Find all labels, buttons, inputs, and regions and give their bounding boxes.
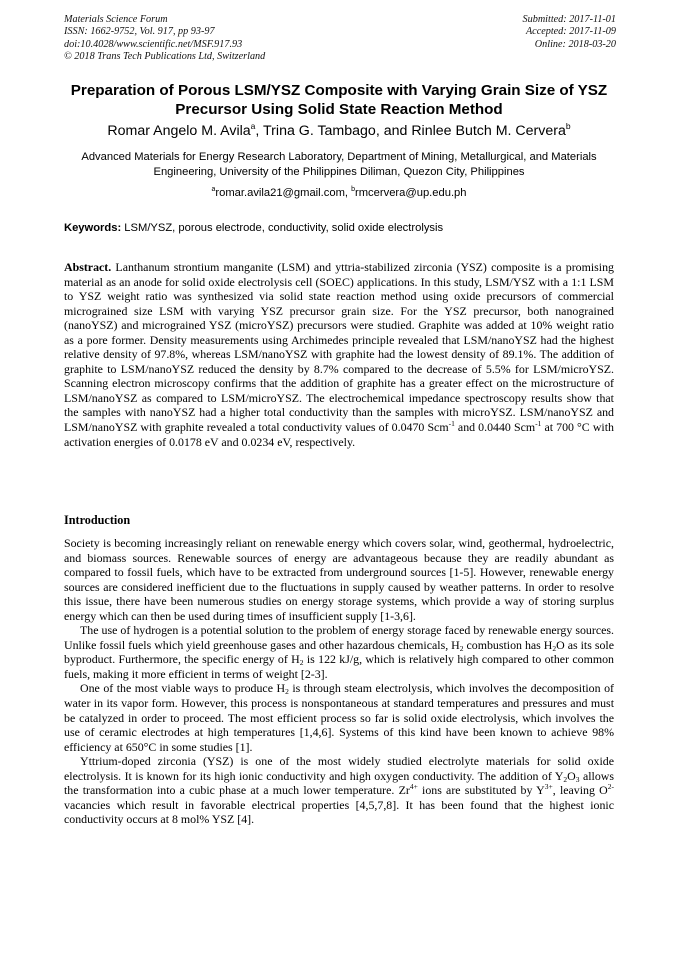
abstract-text: and 0.0440 Scm [454,420,536,435]
text-run: One of the most viable ways to produce H [80,681,286,696]
email-list [60,186,618,200]
author-name: Romar Angelo M. Avila [107,123,251,139]
email-link[interactable]: rmcervera@up.edu.ph [355,187,467,199]
subscript: 2 [563,774,568,784]
superscript: 3+ [544,782,553,792]
author-affil-marker: a [250,121,256,131]
subscript: 2 [459,643,464,653]
email-marker: a [211,186,216,193]
text-run: O as its sole byproduct. Furthermore, the specific energy of H [64,637,614,667]
author-list [40,122,638,140]
journal-name: Materials Science Forum [64,14,168,25]
section-heading-introduction: Introduction [64,513,131,527]
author-affil-marker: b [565,121,571,131]
author-separator: , and [375,123,412,139]
abstract [64,260,614,449]
abstract-text: Lanthanum strontium manganite (LSM) and yttria-stabilized zirconia (YSZ) composite is a promising material as an anode for solid oxide electrolysis cell (SOEC) applications. In this study, LSM/YSZ with a 1:1 LSM to YSZ weight ratio was synthesized via solid state reaction method using oxide precursors of commercial micrograined size LSM with varying YSZ precursor grain size. For the YSZ precursor, both nanograined (nanoYSZ) and micrograined YSZ (microYSZ) precursors were studied. Graphite was added at 10% weight ratio as a pore former. Density measurements using Archimedes principle revealed that LSM/nanoYSZ had the highest relative density of 97.8%, whereas LSM/nanoYSZ with graphite had the lowest density of 89.1%. The addition of graphite to LSM/nanoYSZ reduced the density by 8.7% compared to the decrease of 5.5% for LSM/microYSZ. Scanning electron microscopy confirms that the addition of graphite has a greater effect on the microstructure of LSM/nanoYSZ as compared to LSM/microYSZ. The electrochemical impedance spectroscopy results show that the samples with nanoYSZ had a higher total conductivity than the samples with microYSZ. LSM/nanoYSZ and LSM/nanoYSZ with graphite revealed a total conductivity values of 0.0470 Scm [64,260,614,435]
superscript: 4+ [409,782,418,792]
text-run: O [567,768,576,783]
journal-copyright: © 2018 Trans Tech Publications Ltd, Switzerland [64,51,266,63]
author-name: Rinlee Butch M. Cervera [411,123,566,139]
email-separator: , [344,187,352,199]
date-accepted: Accepted: 2017-11-09 [525,26,616,38]
text-run: is 122 kJ/g, which is relatively high compared to other common fuels, making it more efficient in terms of weight [2-3]. [64,652,614,681]
keywords [64,221,616,235]
superscript: 2- [607,782,615,792]
paragraph [64,754,614,827]
paragraph [64,681,614,754]
text-run: , leaving O [552,783,608,798]
text-run: vacancies which result in favorable electrical properties [4,5,7,8]. It has been found that the highest ionic conductivity occurs at 8 mol% YSZ [4]. [64,797,614,827]
author-name: Trina G. Tambago [263,123,376,139]
paper-title: Preparation of Porous LSM/YSZ Composite with Varying Grain Size of YSZ Precursor Using Solid State Reaction Method [70,82,608,118]
email-link[interactable]: romar.avila21@gmail.com [215,187,345,199]
paragraph: Society is becoming increasingly reliant on renewable energy which covers solar, wind, geothermal, hydroelectric, and biomass sources. Renewable sources of energy are advantageous because they are readily abundant as compared to fossil fuels, which have to be extracted from underground sources [1-5]. However, renewable energy sources are considered inefficient due to the fluctuations in supply caused by weather patterns. In order to resolve this issue, there have been numerous studies on energy storage systems, which provide a way of storing surplus energy which can then be used during times of insufficient supply [1-3,6]. [64,536,614,623]
superscript: -1 [448,419,455,429]
journal-doi[interactable]: doi:10.4028/www.scientific.net/MSF.917.93 [64,38,243,50]
author-separator: , [255,123,264,139]
abstract-label: Abstract. [64,260,112,274]
text-run: Yttrium-doped zirconia (YSZ) is one of the most widely studied electrolyte materials for solid oxide electrolysis. It is known for its high ionic conductivity and high oxygen conductivity. The addition of Y [64,754,614,783]
keywords-text: LSM/YSZ, porous electrode, conductivity, solid oxide electrolysis [121,222,444,234]
text-run: is through steam electrolysis, which involves the decomposition of water in its vapor form. However, this process is nonspontaneous at standard temperatures and pressures and must be catalyzed in order to proceed. The most efficient process so far is solid oxide electrolysis, which involves the use of ceramic electrodes at high temperatures [1,4,6]. Systems of this kind have been known to achieve 98% efficiency at 650°C in some studies [1]. [64,681,614,754]
journal-info [64,14,265,64]
journal-issn: ISSN: 1662-9752, Vol. 917, pp 93-97 [64,26,215,38]
date-submitted: Submitted: 2017-11-01 [522,14,616,25]
text-run: ions are substituted by Y [417,783,545,798]
subscript: 2 [285,687,289,697]
date-online: Online: 2018-03-20 [534,38,616,50]
abstract-text: at 700 °C with activation energies of 0.0178 eV and 0.0234 eV, respectively. [64,420,614,449]
email-marker: b [351,186,356,193]
subscript: 2 [552,643,557,653]
keywords-label: Keywords: [64,222,122,234]
subscript: 2 [299,658,304,668]
affiliation: Advanced Materials for Energy Research Laboratory, Department of Mining, Metallurgical, and Materials Engineering, University of the Philippines Diliman, Quezon City, Philippines [81,151,597,178]
introduction-body [64,536,614,827]
publication-dates [523,14,616,51]
superscript: -1 [535,419,542,429]
subscript: 3 [575,774,580,784]
text-run: allows the transformation into a cubic phase at a much lower temperature. Zr [64,768,614,798]
paragraph [64,623,614,681]
text-run: The use of hydrogen is a potential solution to the problem of energy storage faced by renewable energy sources. Unlike fossil fuels which yield greenhouse gases and other hazardous chemicals, H [64,623,614,652]
text-run: combustion has H [463,637,553,652]
